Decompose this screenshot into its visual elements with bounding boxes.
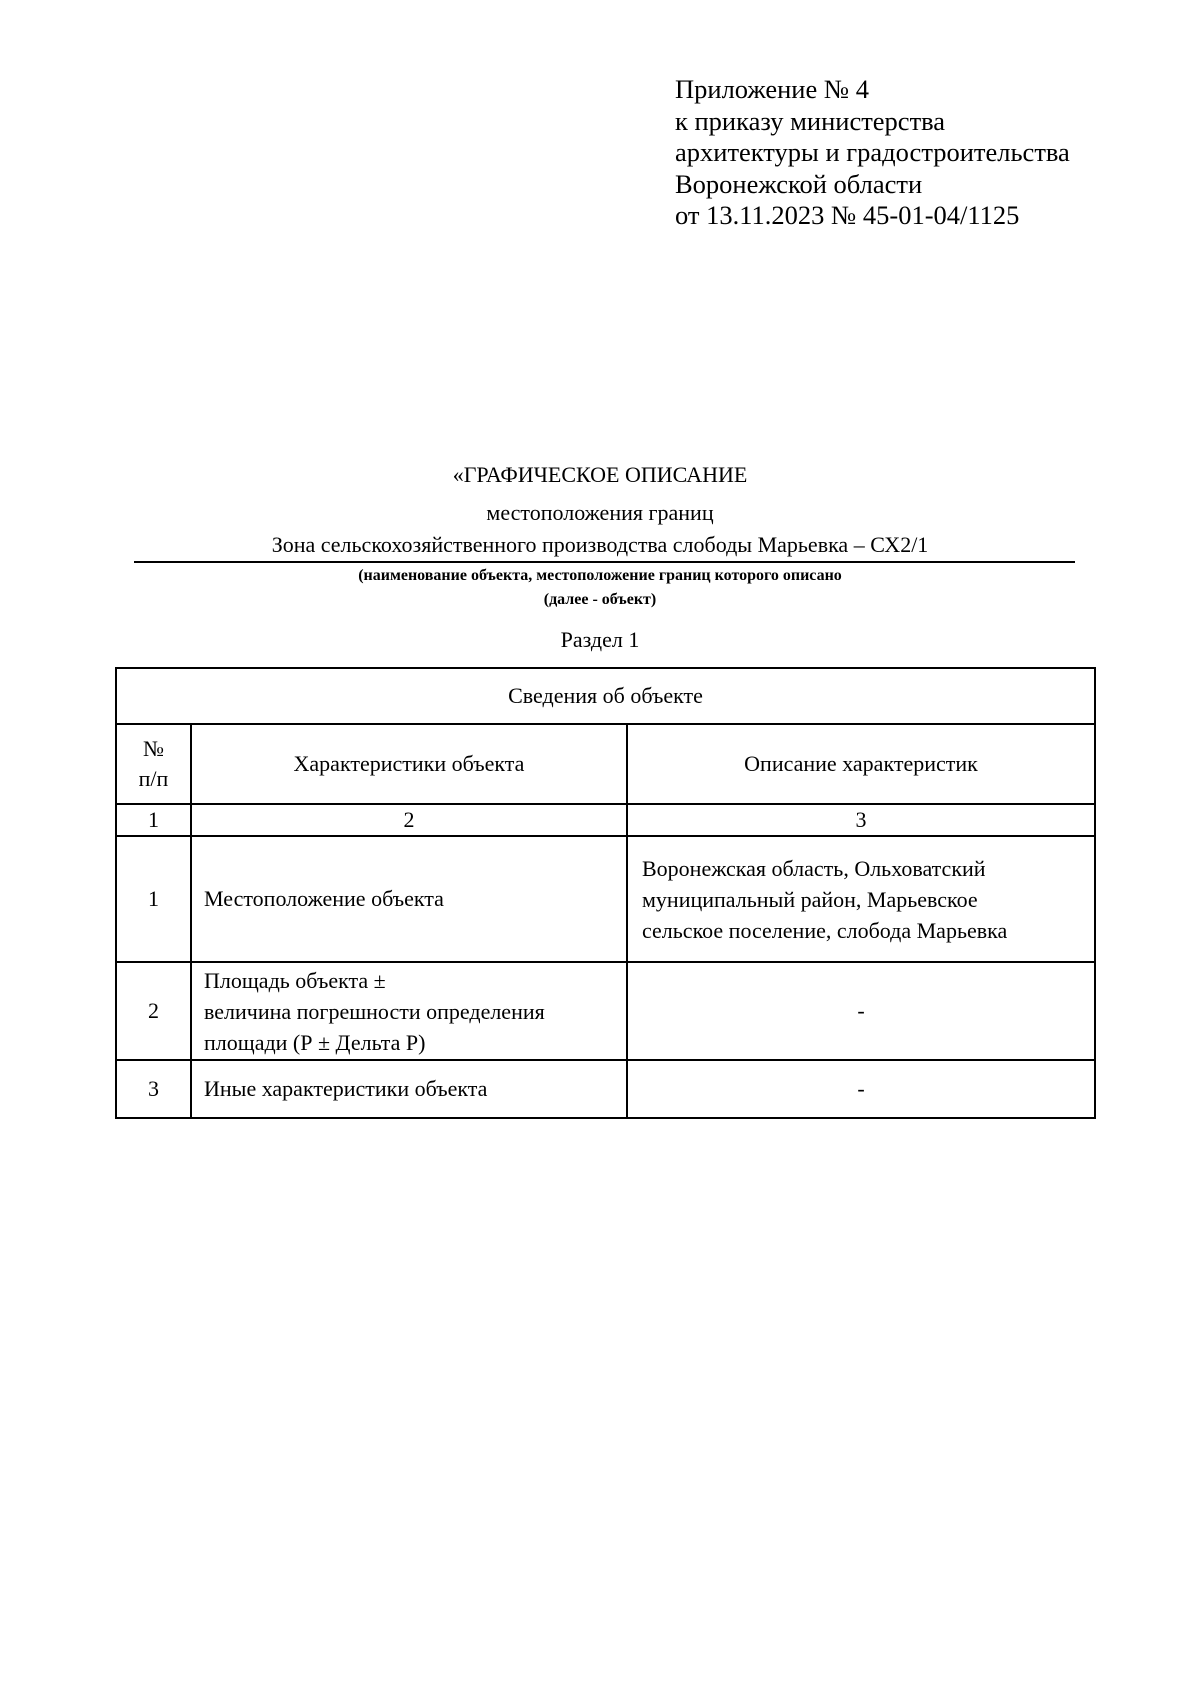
- row-description-line: сельское поселение, слобода Марьевка: [642, 917, 1008, 943]
- table-header-row: [116, 724, 1095, 804]
- table-row: [116, 836, 1095, 962]
- column-index-3: 3: [627, 804, 1095, 836]
- row-number: 1: [116, 836, 191, 962]
- row-description-line: -: [857, 998, 865, 1023]
- row-description: [627, 962, 1095, 1060]
- column-index-2: 2: [191, 804, 627, 836]
- row-characteristic: [191, 836, 627, 962]
- column-index-row: [116, 804, 1095, 836]
- object-name-caption-line-2: (далее - объект): [543, 591, 657, 608]
- document-title: «ГРАФИЧЕСКОЕ ОПИСАНИЕ: [452, 462, 748, 487]
- header-number-line-1: №: [143, 736, 164, 761]
- header-characteristics: Характеристики объекта: [191, 724, 627, 804]
- header-number-line-2: п/п: [138, 766, 169, 791]
- row-characteristic-line: площади (Р ± Дельта Р): [204, 1029, 426, 1055]
- appendix-line-4: Воронежской области: [675, 168, 923, 199]
- row-characteristic-line: Иные характеристики объекта: [204, 1076, 488, 1101]
- document-subtitle: местоположения границ: [486, 500, 714, 525]
- row-number: 3: [116, 1060, 191, 1118]
- table-row: [116, 1060, 1095, 1118]
- table-row: [116, 962, 1095, 1060]
- object-info-table: [115, 667, 1096, 1119]
- table-title: Сведения об объекте: [116, 668, 1095, 724]
- column-index-1: 1: [116, 804, 191, 836]
- object-name-caption-line-1: (наименование объекта, местоположение границ которого описано: [358, 567, 842, 584]
- appendix-line-1: Приложение № 4: [675, 74, 870, 104]
- appendix-block: [675, 74, 1070, 232]
- appendix-line-5: от 13.11.2023 № 45-01-04/1125: [675, 200, 1020, 230]
- row-characteristic-line: величина погрешности определения: [204, 998, 545, 1024]
- row-characteristic: [191, 962, 627, 1060]
- row-description-line: муниципальный район, Марьевское: [642, 886, 978, 912]
- appendix-line-3: архитектуры и градостроительства: [675, 137, 1070, 167]
- row-description: [627, 836, 1095, 962]
- row-description: [627, 1060, 1095, 1118]
- row-characteristic-line: Местоположение объекта: [204, 886, 444, 911]
- table-title-row: [116, 668, 1095, 724]
- header-number: [116, 724, 191, 804]
- object-name-underline: [134, 561, 1075, 563]
- row-description-line: Воронежская область, Ольховатский: [642, 855, 986, 881]
- row-number: 2: [116, 962, 191, 1060]
- row-characteristic-line: Площадь объекта ±: [204, 967, 386, 993]
- appendix-line-2: к приказу министерства: [675, 105, 946, 136]
- object-name: Зона сельскохозяйственного производства слободы Марьевка – СХ2/1: [271, 532, 929, 557]
- row-characteristic: [191, 1060, 627, 1118]
- row-description-line: -: [857, 1076, 865, 1101]
- section-label: Раздел 1: [560, 627, 640, 652]
- header-description: Описание характеристик: [627, 724, 1095, 804]
